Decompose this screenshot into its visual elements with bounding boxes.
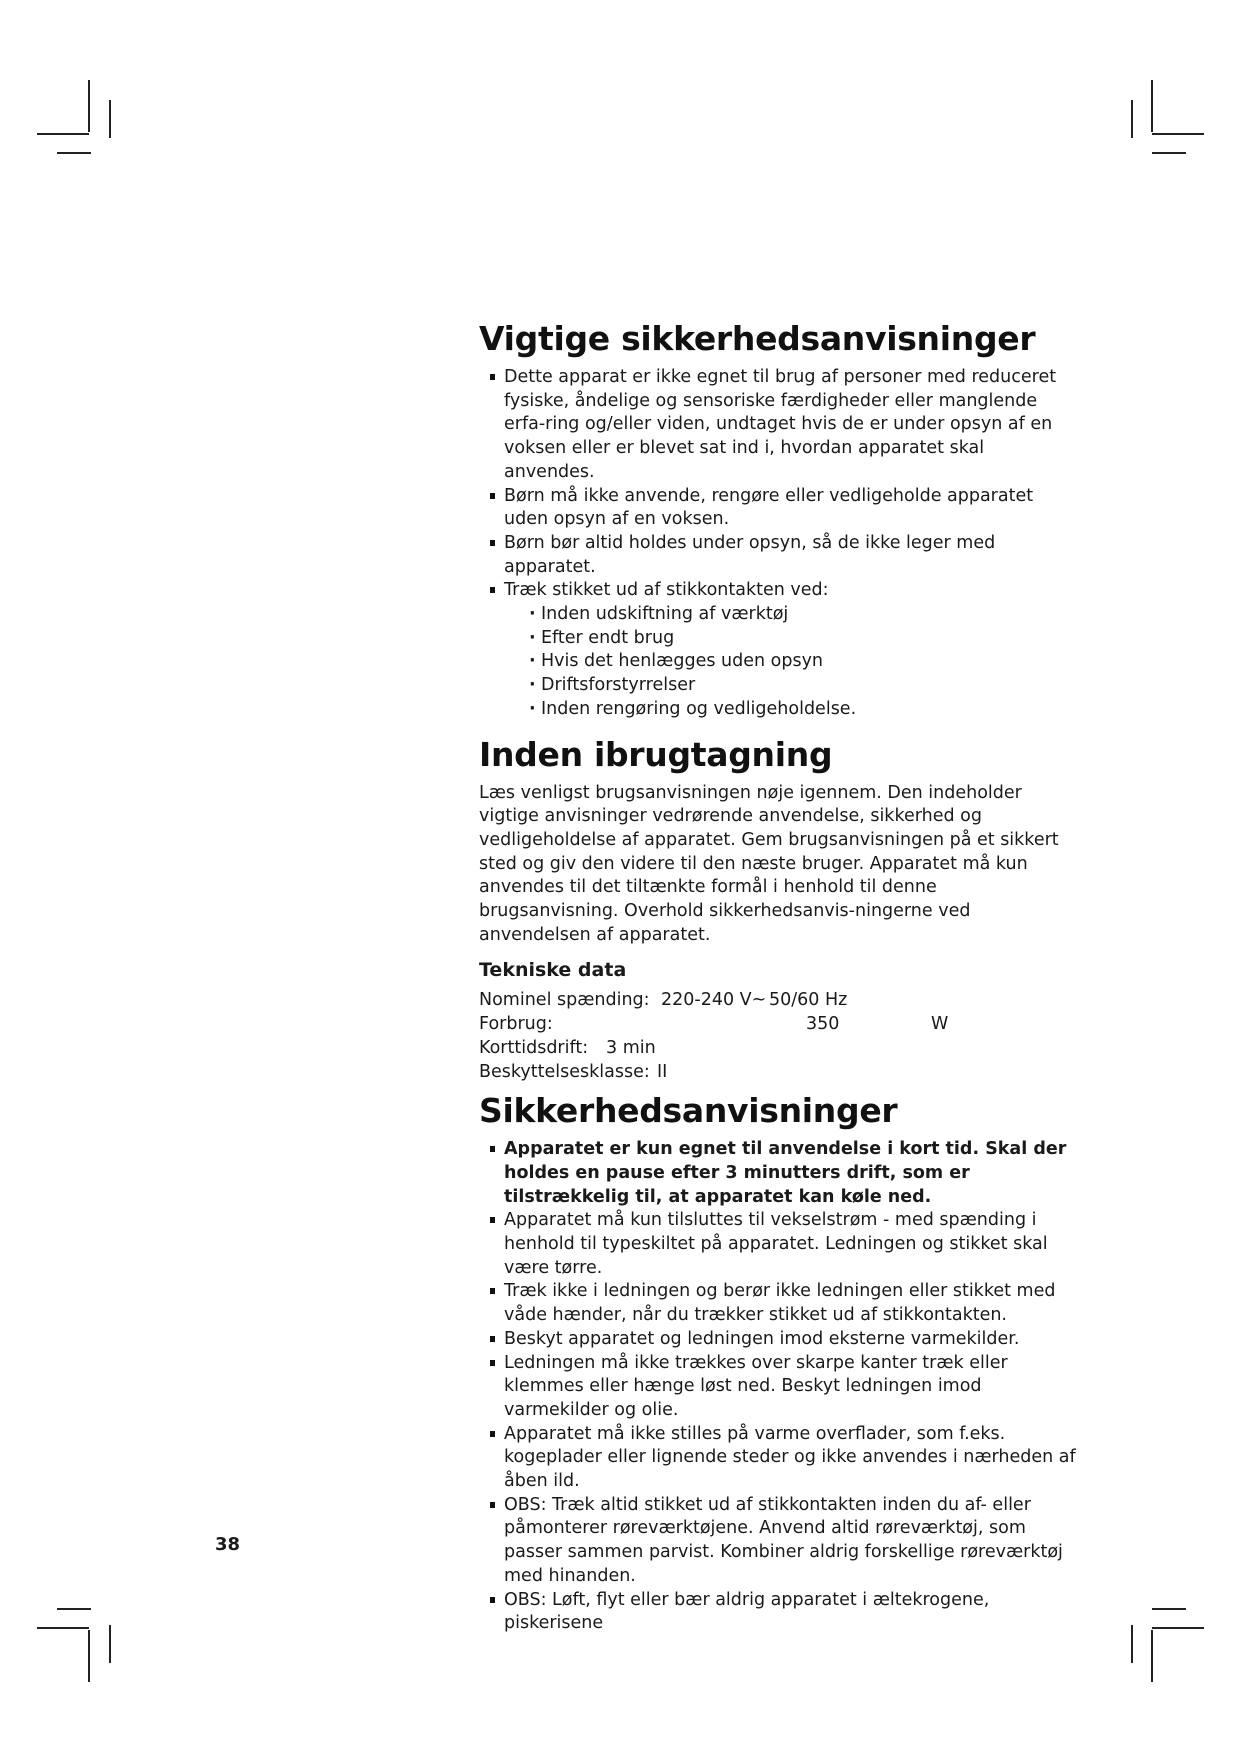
crop-mark — [1151, 1630, 1153, 1682]
power-unit: W — [931, 1014, 949, 1035]
sub-list-item: · Inden rengøring og vedligeholdelse. — [529, 698, 1079, 722]
sub-list-item: · Driftsforstyrrelser — [529, 674, 1079, 698]
list-item: Beskyt apparatet og ledningen imod eksterne varmekilder. — [490, 1328, 1079, 1352]
crop-mark — [109, 100, 111, 138]
section-title-before-use: Inden ibrugtagning — [479, 734, 833, 774]
shortterm-label: Korttidsdrift: — [479, 1037, 589, 1058]
safety-section — [479, 1090, 1079, 1636]
page-content — [479, 318, 1079, 1636]
list-item: OBS: Træk altid stikket ud af stikkontakten inden du af- eller påmonterer røreværktøjene. Anvend altid røreværktøj, som passer sammen parvist. Kombiner aldrig forskellige røreværktøj med hinanden. — [490, 1494, 1079, 1589]
crop-mark — [88, 80, 90, 132]
tech-row-shortterm — [479, 1037, 1079, 1061]
tech-row-voltage — [479, 989, 1079, 1013]
list-item: Ledningen må ikke trækkes over skarpe kanter træk eller klemmes eller hænge løst ned. Beskyt ledningen imod varmekilder og olie. — [490, 1352, 1079, 1423]
unplug-conditions-list — [479, 603, 1079, 722]
crop-mark — [1131, 1625, 1133, 1663]
section-title-safety: Sikkerhedsanvisninger — [479, 1091, 898, 1131]
before-use-paragraph: Læs venligst brugsanvisningen nøje igennem. Den indeholder vigtige anvisninger vedrørende anvendelse, sikkerhed og vedligeholdelse af apparatet. Gem brugsanvisningen på et sikkert sted og giv den videre til den næste bruger. Apparatet må kun anvendes til det tiltænkte formål i henhold til denne brugsanvisning. Overhold sikkerhedsanvis-ningerne ved anvendelsen af apparatet. — [479, 782, 1059, 945]
sub-list-item: · Hvis det henlægges uden opsyn — [529, 650, 1079, 674]
list-item: Apparatet er kun egnet til anvendelse i kort tid. Skal der holdes en pause efter 3 minutters drift, som er tilstrækkelig til, at apparatet kan køle ned. — [490, 1138, 1079, 1209]
before-use-section — [479, 734, 1079, 1085]
list-item: Dette apparat er ikke egnet til brug af personer med reduceret fysiske, åndelige og sensoriske færdigheder eller manglende erfa-ring og/eller viden, undtaget hvis de er under opsyn af en voksen eller er blevet sat ind i, hvordan apparatet skal anvendes. — [490, 366, 1079, 485]
page-number: 38 — [215, 1534, 241, 1555]
section-title-important-safety: Vigtige sikkerhedsanvisninger — [479, 319, 1036, 358]
crop-mark — [1152, 1627, 1204, 1629]
frequency-value: 50/60 Hz — [769, 990, 848, 1011]
crop-mark — [1152, 152, 1186, 154]
voltage-value: 220-240 V~ — [661, 990, 767, 1011]
protection-value: II — [657, 1061, 668, 1082]
crop-mark — [88, 1630, 90, 1682]
list-item: Træk ikke i ledningen og berør ikke ledningen eller stikket med våde hænder, når du trækker stikket ud af stikkontakten. — [490, 1280, 1079, 1327]
sub-list-item: · Inden udskiftning af værktøj — [529, 603, 1079, 627]
tech-data-table — [479, 989, 1079, 1084]
crop-mark — [57, 1608, 91, 1610]
tech-row-protection — [479, 1061, 1079, 1085]
crop-mark — [109, 1625, 111, 1663]
tech-data-heading: Tekniske data — [479, 959, 627, 982]
list-item: Børn må ikke anvende, rengøre eller vedligeholde apparatet uden opsyn af en voksen. — [490, 485, 1079, 532]
list-item: OBS: Løft, flyt eller bær aldrig apparatet i æltekrogene, piskerisene — [490, 1589, 1079, 1636]
crop-mark — [37, 133, 89, 135]
list-item: Børn bør altid holdes under opsyn, så de ikke leger med apparatet. — [490, 532, 1079, 579]
list-item: Apparatet må kun tilsluttes til vekselstrøm - med spænding i henhold til typeskiltet på apparatet. Ledningen og stikket skal være tørre. — [490, 1209, 1079, 1280]
power-value: 350 — [806, 1014, 840, 1035]
list-item: Træk stikket ud af stikkontakten ved: — [490, 579, 1079, 603]
power-label: Forbrug: — [479, 1014, 553, 1035]
voltage-label: Nominel spænding: — [479, 990, 650, 1011]
crop-mark — [1131, 100, 1133, 138]
crop-mark — [1152, 133, 1204, 135]
crop-mark — [57, 152, 91, 154]
protection-label: Beskyttelsesklasse: — [479, 1061, 650, 1082]
sub-list-item: · Efter endt brug — [529, 627, 1079, 651]
crop-mark — [1151, 80, 1153, 132]
list-item: Apparatet må ikke stilles på varme overflader, som f.eks. kogeplader eller lignende steder og ikke anvendes i nærheden af åben ild. — [490, 1423, 1079, 1494]
safety-list — [479, 1138, 1079, 1636]
crop-mark — [37, 1627, 89, 1629]
tech-row-power — [479, 1013, 1079, 1037]
crop-mark — [1152, 1608, 1186, 1610]
shortterm-value: 3 min — [606, 1037, 656, 1058]
important-safety-list — [479, 366, 1079, 603]
